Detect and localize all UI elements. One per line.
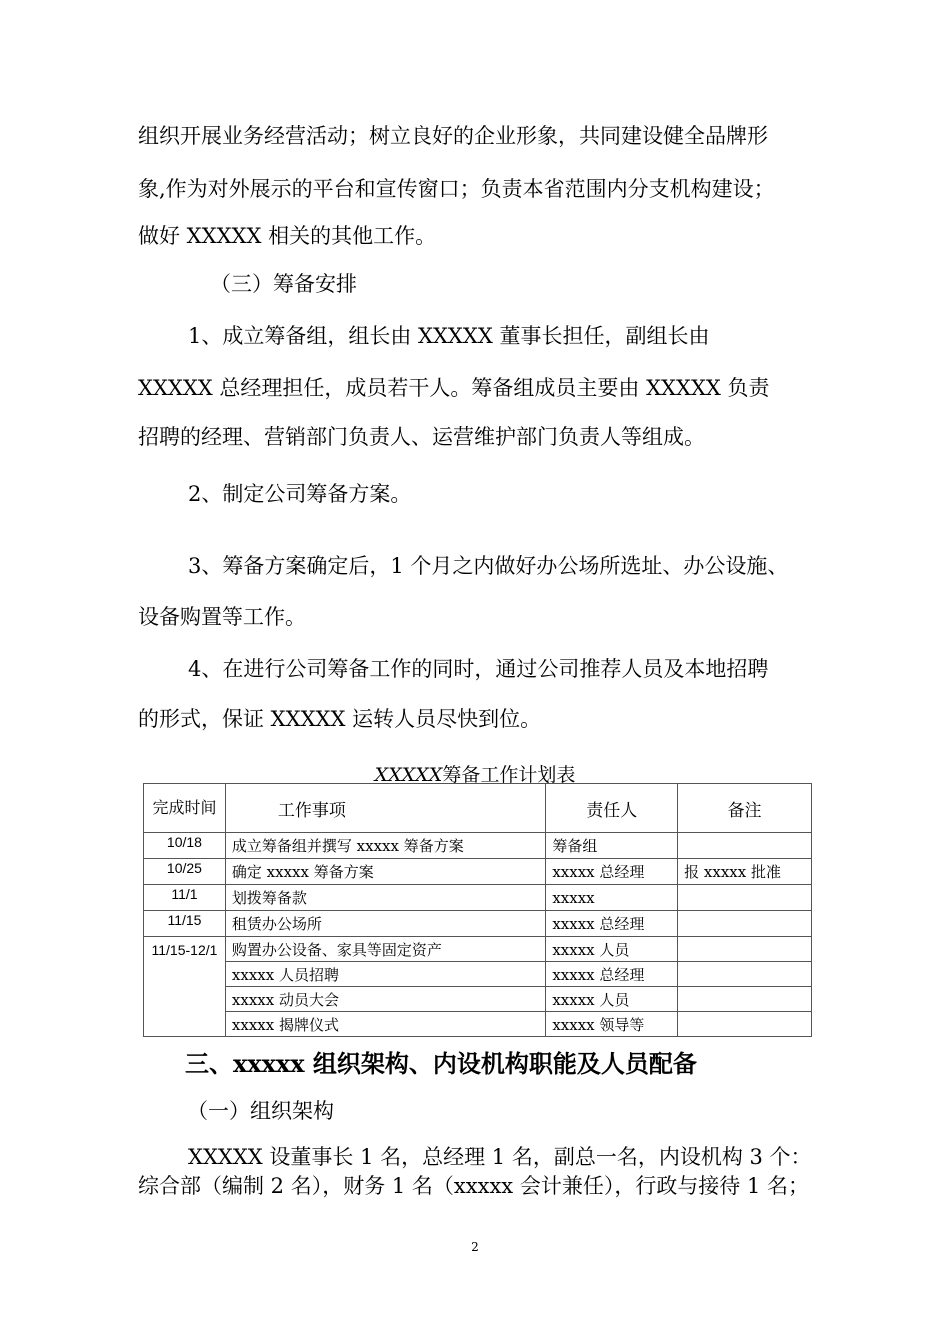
cell-task: 确定 xxxxx 筹备方案 — [225, 859, 545, 885]
body-paragraph-line: 4、在进行公司筹备工作的同时，通过公司推荐人员及本地招聘 — [188, 657, 769, 681]
cell-owner: xxxxx 总经理 — [546, 859, 678, 885]
cell-owner: xxxxx 人员 — [546, 987, 678, 1012]
body-paragraph-line: 组织开展业务经营活动；树立良好的企业形象，共同建设健全品牌形 — [138, 124, 768, 148]
table-row — [144, 911, 812, 937]
cell-owner: xxxxx 人员 — [546, 937, 678, 962]
body-paragraph-line: 1、成立筹备组，组长由 XXXXX 董事长担任，副组长由 — [188, 324, 710, 348]
body-paragraph-line: XXXXX 总经理担任，成员若干人。筹备组成员主要由 XXXXX 负责 — [138, 376, 770, 400]
body-paragraph-line: 招聘的经理、营销部门负责人、运营维护部门负责人等组成。 — [138, 425, 705, 449]
body-paragraph-line: 综合部（编制 2 名），财务 1 名（xxxxx 会计兼任），行政与接待 1 名； — [138, 1174, 810, 1198]
cell-note — [678, 885, 812, 911]
cell-date: 10/18 — [144, 833, 226, 859]
cell-task: xxxxx 人员招聘 — [225, 962, 545, 987]
body-paragraph-line: 做好 XXXXX 相关的其他工作。 — [138, 224, 437, 248]
work-plan-table — [143, 783, 812, 1037]
cell-task: 划拨筹备款 — [225, 885, 545, 911]
body-paragraph-line: 象,作为对外展示的平台和宣传窗口；负责本省范围内分支机构建设； — [138, 177, 775, 201]
header-note: 备注 — [678, 784, 812, 833]
cell-note — [678, 911, 812, 937]
table-row — [144, 1012, 812, 1037]
cell-owner: xxxxx 总经理 — [546, 911, 678, 937]
cell-task: 购置办公设备、家具等固定资产 — [225, 937, 545, 962]
cell-owner: xxxxx — [546, 885, 678, 911]
cell-note — [678, 937, 812, 962]
subsection-heading: （一）组织架构 — [187, 1099, 334, 1123]
cell-note — [678, 987, 812, 1012]
header-completion-time: 完成时间 — [144, 784, 226, 833]
section-heading: 三、xxxxx 组织架构、内设机构职能及人员配备 — [185, 1049, 697, 1078]
page-number: 2 — [471, 1240, 479, 1254]
body-paragraph-line: 2、制定公司筹备方案。 — [188, 482, 412, 506]
cell-note: 报 xxxxx 批准 — [678, 859, 812, 885]
cell-note — [678, 962, 812, 987]
cell-owner: 筹备组 — [546, 833, 678, 859]
cell-task: xxxxx 揭牌仪式 — [225, 1012, 545, 1037]
cell-date: 11/15 — [144, 911, 226, 937]
table-row — [144, 833, 812, 859]
table-row — [144, 987, 812, 1012]
body-paragraph-line: 设备购置等工作。 — [138, 605, 306, 629]
cell-date-merged: 11/15-12/1 — [144, 937, 226, 1037]
header-task: 工作事项 — [225, 784, 545, 833]
table-caption-prefix: XXXXX — [374, 764, 443, 786]
cell-date: 11/1 — [144, 885, 226, 911]
table-caption-suffix: 筹备工作计划表 — [442, 764, 576, 786]
body-paragraph-line: 的形式，保证 XXXXX 运转人员尽快到位。 — [138, 707, 542, 731]
cell-date: 10/25 — [144, 859, 226, 885]
body-paragraph-line: 3、筹备方案确定后，1 个月之内做好办公场所选址、办公设施、 — [188, 554, 789, 578]
table-row — [144, 937, 812, 962]
cell-owner: xxxxx 领导等 — [546, 1012, 678, 1037]
table-row — [144, 859, 812, 885]
cell-task: 租赁办公场所 — [225, 911, 545, 937]
table-row — [144, 962, 812, 987]
cell-task: 成立筹备组并撰写 xxxxx 筹备方案 — [225, 833, 545, 859]
table-header-row — [144, 784, 812, 833]
subsection-heading: （三）筹备安排 — [210, 272, 357, 296]
cell-owner: xxxxx 总经理 — [546, 962, 678, 987]
body-paragraph-line: XXXXX 设董事长 1 名，总经理 1 名，副总一名，内设机构 3 个： — [188, 1145, 812, 1169]
header-owner: 责任人 — [546, 784, 678, 833]
table-row — [144, 885, 812, 911]
cell-note — [678, 1012, 812, 1037]
cell-task: xxxxx 动员大会 — [225, 987, 545, 1012]
cell-note — [678, 833, 812, 859]
